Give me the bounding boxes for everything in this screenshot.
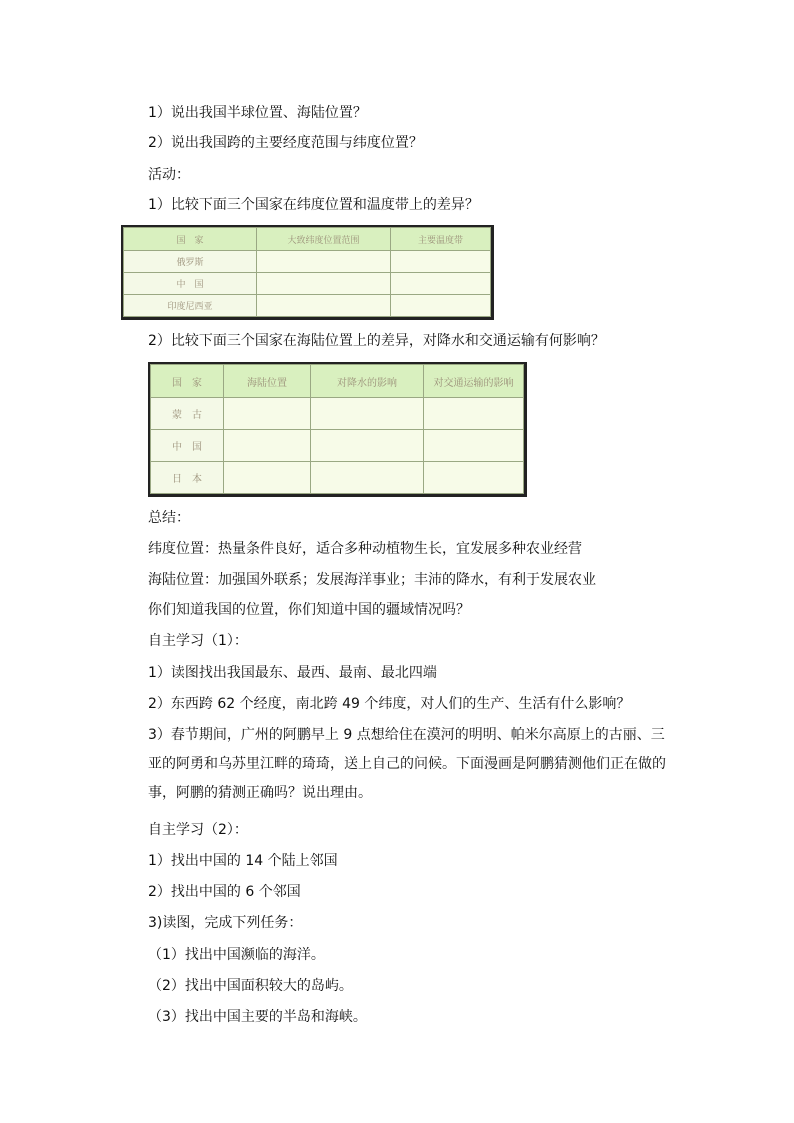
activity-heading: 活动： xyxy=(148,167,190,183)
task-oceans: （1）找出中国濒临的海洋。 xyxy=(148,947,325,963)
self-study-1-item-3: 3）春节期间，广州的阿鹏早上 9 点想给住在漠河的明明、帕米尔高原上的古丽、三亚的阿勇和乌苏里江畔的琦琦，送上自己的问候。下面漫画是阿鹏猜测他们正在做的事，阿鹏的猜测正确吗？说出理由。 xyxy=(148,727,666,801)
table-cell xyxy=(257,295,391,317)
table-cell xyxy=(391,273,491,295)
table-cell xyxy=(424,430,524,462)
summary-heading: 总结： xyxy=(148,510,190,526)
table-header-row xyxy=(151,365,524,398)
column-header-precipitation-impact: 对降水的影响 xyxy=(311,365,424,398)
sea-land-comparison-table xyxy=(148,362,527,497)
table-cell xyxy=(311,462,424,494)
table-cell xyxy=(391,295,491,317)
summary-latitude: 纬度位置：热量条件良好，适合多种动植物生长，宜发展多种农业经营 xyxy=(148,541,582,557)
table-row xyxy=(151,398,524,430)
activity-item-1: 1）比较下面三个国家在纬度位置和温度带上的差异？ xyxy=(148,197,479,213)
table-row xyxy=(124,251,491,273)
column-header-transport-impact: 对交通运输的影响 xyxy=(424,365,524,398)
row-label-mongolia: 蒙 古 xyxy=(151,398,224,430)
table-cell xyxy=(224,430,311,462)
table-row xyxy=(124,295,491,317)
latitude-comparison-table xyxy=(121,225,494,320)
row-label-china: 中 国 xyxy=(124,273,257,295)
table-cell xyxy=(424,462,524,494)
column-header-latitude-range: 大致纬度位置范围 xyxy=(257,228,391,251)
table-cell xyxy=(257,273,391,295)
question-longitude-latitude: 2）说出我国跨的主要经度范围与纬度位置？ xyxy=(148,135,423,151)
self-study-1-item-2: 2）东西跨 62 个经度，南北跨 49 个纬度，对人们的生产、生活有什么影响？ xyxy=(148,696,631,712)
table-cell xyxy=(224,462,311,494)
territory-question: 你们知道我国的位置，你们知道中国的疆域情况吗？ xyxy=(148,602,470,618)
row-label-japan: 日 本 xyxy=(151,462,224,494)
question-hemisphere-position: 1）说出我国半球位置、海陆位置？ xyxy=(148,105,367,121)
row-label-indonesia: 印度尼西亚 xyxy=(124,295,257,317)
table-cell xyxy=(424,398,524,430)
column-header-temperature-zone: 主要温度带 xyxy=(391,228,491,251)
row-label-russia: 俄罗斯 xyxy=(124,251,257,273)
self-study-2-item-1: 1）找出中国的 14 个陆上邻国 xyxy=(148,853,338,869)
activity-item-2: 2）比较下面三个国家在海陆位置上的差异，对降水和交通运输有何影响？ xyxy=(148,333,605,349)
summary-sea-land: 海陆位置：加强国外联系；发展海洋事业；丰沛的降水，有利于发展农业 xyxy=(148,572,596,588)
row-label-china: 中 国 xyxy=(151,430,224,462)
self-study-2-heading: 自主学习（2）： xyxy=(148,822,248,838)
column-header-country: 国 家 xyxy=(124,228,257,251)
task-peninsulas-straits: （3）找出中国主要的半岛和海峡。 xyxy=(148,1009,367,1025)
table-cell xyxy=(224,398,311,430)
table-cell xyxy=(311,398,424,430)
column-header-country: 国 家 xyxy=(151,365,224,398)
table-header-row xyxy=(124,228,491,251)
self-study-1-heading: 自主学习（1）： xyxy=(148,633,248,649)
table-cell xyxy=(257,251,391,273)
column-header-sea-land-position: 海陆位置 xyxy=(224,365,311,398)
table-cell xyxy=(391,251,491,273)
self-study-1-item-1: 1）读图找出我国最东、最西、最南、最北四端 xyxy=(148,665,437,681)
table-row xyxy=(151,430,524,462)
task-islands: （2）找出中国面积较大的岛屿。 xyxy=(148,978,353,994)
self-study-2-item-3: 3)读图，完成下列任务： xyxy=(148,915,303,931)
table-row xyxy=(124,273,491,295)
table-cell xyxy=(311,430,424,462)
table-row xyxy=(151,462,524,494)
self-study-2-item-2: 2）找出中国的 6 个邻国 xyxy=(148,884,301,900)
